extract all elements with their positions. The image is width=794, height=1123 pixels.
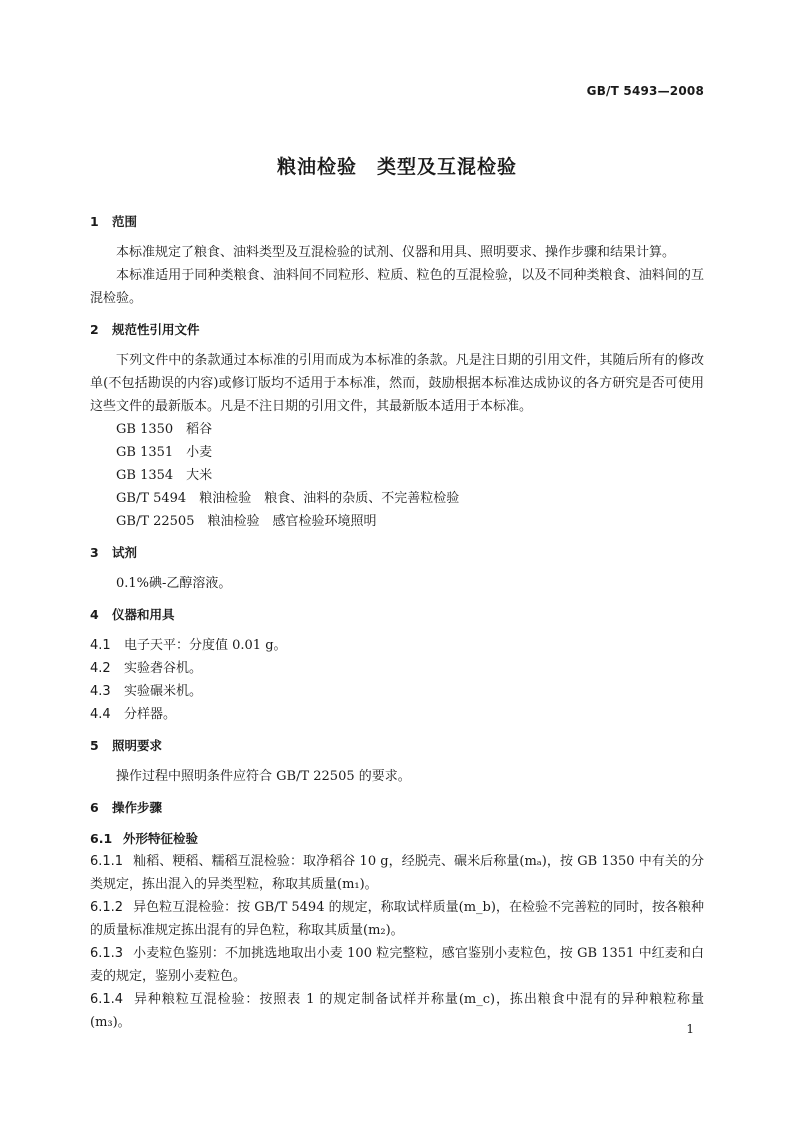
reference-item: GB 1350 稻谷: [116, 422, 213, 437]
section-6-heading: [90, 796, 704, 819]
list-item: [90, 657, 704, 680]
item-number: 4.2: [90, 661, 111, 676]
section-1-paragraph-1: 本标准规定了粮食、油料类型及互混检验的试剂、仪器和用具、照明要求、操作步骤和结果计算。: [116, 245, 676, 260]
section-4-heading: [90, 603, 704, 626]
subsection-title: 外形特征检验: [123, 831, 199, 846]
item-text: 实验砻谷机。: [124, 661, 203, 676]
list-item: [90, 703, 704, 726]
item-text: 分样器。: [124, 707, 177, 722]
section-1-paragraph-2: 本标准适用于同种类粮食、油料间不同粒形、粒质、粒色的互混检验，以及不同种类粮食、油料间的互混检验。: [90, 268, 704, 306]
clause-number: 6.1.2: [90, 900, 124, 915]
reference-item: GB 1354 大米: [116, 468, 213, 483]
reference-item: GB/T 5494 粮油检验 粮食、油料的杂质、不完善粒检验: [116, 491, 460, 506]
section-title: 规范性引用文件: [112, 322, 200, 337]
section-2-paragraph-1: 下列文件中的条款通过本标准的引用而成为本标准的条款。凡是注日期的引用文件，其随后所有的修改单(不包括勘误的内容)或修订版均不适用于本标准，然而，鼓励根据本标准达成协议的各方研究是否可使用这些文件的最新版本。凡是不注日期的引用文件，其最新版本适用于本标准。: [90, 353, 704, 414]
section-5-heading: [90, 734, 704, 757]
section-title: 仪器和用具: [112, 607, 175, 622]
section-2-heading: [90, 318, 704, 341]
section-number: 4: [90, 607, 99, 622]
reference-item: GB/T 22505 粮油检验 感官检验环境照明: [116, 514, 377, 529]
section-number: 2: [90, 322, 99, 337]
clause-text: 小麦粒色鉴别：不加挑选地取出小麦 100 粒完整粒，感官鉴别小麦粒色，按 GB 1351 中红麦和白麦的规定，鉴别小麦粒色。: [90, 946, 704, 984]
clause-item: [90, 896, 704, 942]
clause-text: 籼稻、粳稻、糯稻互混检验：取净稻谷 10 g，经脱壳、碾米后称量(mₐ)，按 GB 1350 中有关的分类规定，拣出混入的异类型粒，称取其质量(m₁)。: [90, 854, 704, 892]
clause-number: 6.1.1: [90, 854, 124, 869]
section-number: 3: [90, 545, 99, 560]
list-item: [90, 634, 704, 657]
clause-number: 6.1.4: [90, 992, 124, 1007]
document-title: 粮油检验 类型及互混检验: [276, 156, 517, 178]
reference-item: GB 1351 小麦: [116, 445, 213, 460]
document-body: [90, 210, 704, 1034]
section-title: 范围: [112, 214, 138, 229]
clause-text: 异色粒互混检验：按 GB/T 5494 的规定，称取试样质量(m_b)，在检验不完善粒的同时，按各粮种的质量标准规定拣出混有的异色粒，称取其质量(m₂)。: [90, 900, 704, 938]
clause-item: [90, 942, 704, 988]
section-1-heading: [90, 210, 704, 233]
section-3-heading: [90, 541, 704, 564]
item-text: 实验碾米机。: [124, 684, 203, 699]
section-3-paragraph-1: 0.1%碘-乙醇溶液。: [116, 576, 232, 591]
clause-item: [90, 850, 704, 896]
item-number: 4.1: [90, 638, 111, 653]
item-number: 4.3: [90, 684, 111, 699]
section-number: 1: [90, 214, 99, 229]
item-number: 4.4: [90, 707, 111, 722]
section-5-paragraph-1: 操作过程中照明条件应符合 GB/T 22505 的要求。: [116, 769, 411, 784]
page-number: 1: [686, 1022, 694, 1036]
section-number: 6: [90, 800, 99, 815]
section-title: 操作步骤: [112, 800, 163, 815]
section-number: 5: [90, 738, 99, 753]
subsection-6-1-heading: [90, 827, 704, 850]
section-title: 试剂: [112, 545, 138, 560]
standard-number: GB/T 5493—2008: [586, 84, 704, 98]
clause-number: 6.1.3: [90, 946, 124, 961]
list-item: [90, 680, 704, 703]
subsection-number: 6.1: [90, 831, 113, 846]
clause-text: 异种粮粒互混检验：按照表 1 的规定制备试样并称量(m_c)，拣出粮食中混有的异种粮粒称量(m₃)。: [90, 992, 704, 1030]
item-text: 电子天平：分度值 0.01 g。: [124, 638, 287, 653]
clause-item: [90, 988, 704, 1034]
section-title: 照明要求: [112, 738, 163, 753]
